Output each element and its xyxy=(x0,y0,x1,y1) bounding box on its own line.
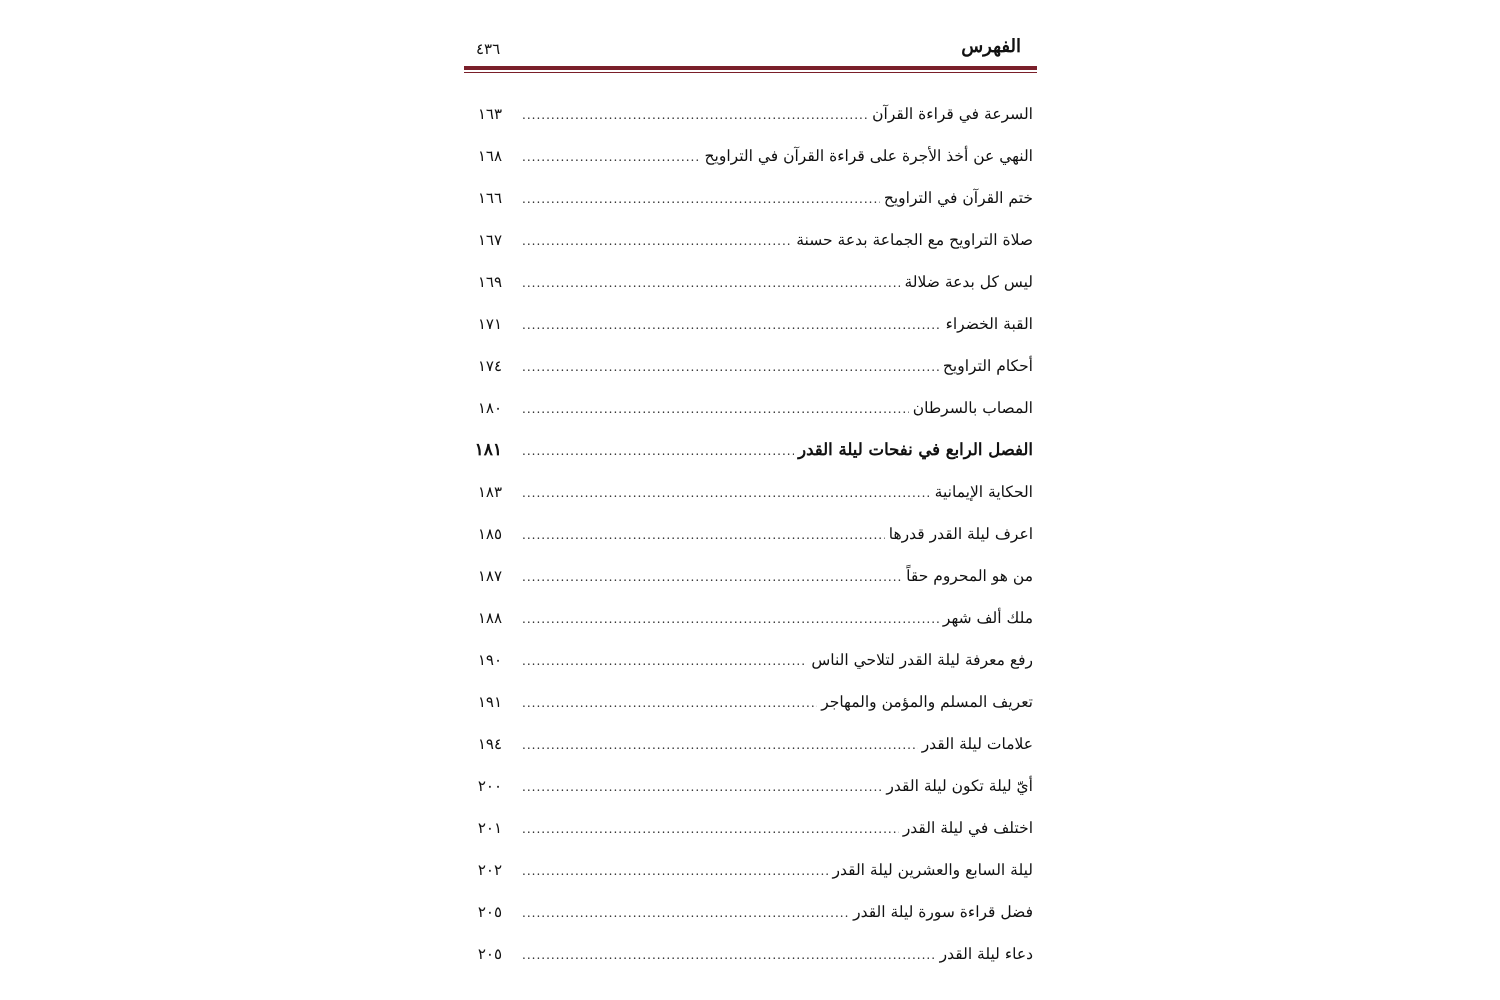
toc-entry-title: فضل قراءة سورة ليلة القدر xyxy=(853,903,1033,921)
toc-dot-leader xyxy=(522,724,918,766)
header-rule-thin xyxy=(464,72,1037,73)
toc-dot-leader xyxy=(522,430,794,472)
toc-entry-title: اختلف في ليلة القدر xyxy=(902,819,1033,837)
toc-entry xyxy=(464,555,1037,597)
page-title: الفهرس xyxy=(961,36,1021,57)
toc-dot-leader xyxy=(522,388,909,430)
toc-entry-page: ١٩١ xyxy=(477,693,502,711)
toc-entry-page: ١٦٨ xyxy=(477,147,502,165)
toc-entry-title: صلاة التراويح مع الجماعة بدعة حسنة xyxy=(796,231,1033,249)
toc-dot-leader xyxy=(522,934,936,976)
toc-dot-leader xyxy=(522,682,817,724)
toc-entry xyxy=(464,723,1037,765)
toc-entry-title: من هو المحروم حقاً xyxy=(906,567,1033,585)
toc-dot-leader xyxy=(522,136,701,178)
toc-entry-title: ملك ألف شهر xyxy=(942,609,1033,627)
toc-dot-leader xyxy=(522,766,882,808)
toc-dot-leader xyxy=(522,346,939,388)
toc-dot-leader xyxy=(522,304,942,346)
toc-entry-page: ١٦٦ xyxy=(477,189,502,207)
toc-entry xyxy=(464,135,1037,177)
header-rule-thick xyxy=(464,66,1037,70)
toc-entry xyxy=(464,639,1037,681)
toc-dot-leader xyxy=(522,514,885,556)
toc-entry-title: القبة الخضراء xyxy=(945,315,1033,333)
toc-entry-page: ٢٠٢ xyxy=(477,861,502,879)
toc-dot-leader xyxy=(522,892,849,934)
toc-entry-page: ١٨٧ xyxy=(477,567,502,585)
toc-entry-page: ١٦٩ xyxy=(477,273,502,291)
toc-entry-title: أيّ ليلة تكون ليلة القدر xyxy=(886,777,1033,795)
toc-entry-page: ١٦٧ xyxy=(477,231,502,249)
toc-dot-leader xyxy=(522,640,807,682)
toc-entry-page: ٢٠٥ xyxy=(477,945,502,963)
toc-entry xyxy=(464,93,1037,135)
toc-dot-leader xyxy=(522,178,880,220)
toc-chapter-heading xyxy=(464,429,1037,471)
toc-entry xyxy=(464,807,1037,849)
toc-entry-title: ليس كل بدعة ضلالة xyxy=(904,273,1033,291)
toc-entry-page: ١٦٣ xyxy=(477,105,502,123)
toc-entry-title: علامات ليلة القدر xyxy=(921,735,1033,753)
toc-entry-title: رفع معرفة ليلة القدر لتلاحي الناس xyxy=(811,651,1033,669)
toc-entry xyxy=(464,597,1037,639)
toc-entry xyxy=(464,219,1037,261)
toc-entry-page: ١٧٤ xyxy=(477,357,502,375)
toc-dot-leader xyxy=(522,850,828,892)
toc-entry-page: ١٩٤ xyxy=(477,735,502,753)
toc-entry-title: النهي عن أخذ الأجرة على قراءة القرآن في التراويح xyxy=(704,147,1033,165)
toc-entry-page: ١٨٣ xyxy=(477,483,502,501)
toc-entry-page: ٢٠٥ xyxy=(477,903,502,921)
toc-entry-page: ٢٠١ xyxy=(477,819,502,837)
toc-entry xyxy=(464,303,1037,345)
page-number: ٤٣٦ xyxy=(476,40,501,58)
toc-entry xyxy=(464,387,1037,429)
toc-entry-page: ١٨٥ xyxy=(477,525,502,543)
toc-entry-page: ١٨٨ xyxy=(477,609,502,627)
toc-entry xyxy=(464,177,1037,219)
toc-entry-title: أحكام التراويح xyxy=(942,357,1033,375)
toc-dot-leader xyxy=(522,472,931,514)
toc-entry xyxy=(464,765,1037,807)
toc-entry-page: ١٩٠ xyxy=(477,651,502,669)
toc-entry xyxy=(464,933,1037,975)
toc-entry-title: الحكاية الإيمانية xyxy=(934,483,1033,501)
toc-entry-page: ١٧١ xyxy=(477,315,502,333)
toc-dot-leader xyxy=(522,262,900,304)
toc-entry-title: ختم القرآن في التراويح xyxy=(883,189,1033,207)
toc-dot-leader xyxy=(522,94,868,136)
toc-entry xyxy=(464,345,1037,387)
toc-entry-title: المصاب بالسرطان xyxy=(912,399,1033,417)
toc-entry xyxy=(464,681,1037,723)
toc-entry xyxy=(464,513,1037,555)
toc-entry xyxy=(464,891,1037,933)
toc-entry xyxy=(464,471,1037,513)
toc-entry-page: ٢٠٠ xyxy=(477,777,502,795)
document-page xyxy=(464,0,1037,1000)
toc-entry-page: ١٨٠ xyxy=(477,399,502,417)
toc-entry-title: ليلة السابع والعشرين ليلة القدر xyxy=(832,861,1033,879)
toc-entry-page: ١٨١ xyxy=(474,440,502,460)
table-of-contents xyxy=(464,93,1037,975)
toc-entry-title: الفصل الرابع في نفحات ليلة القدر xyxy=(798,440,1033,459)
toc-entry xyxy=(464,849,1037,891)
toc-dot-leader xyxy=(522,808,899,850)
toc-entry-title: اعرف ليلة القدر قدرها xyxy=(888,525,1033,543)
toc-dot-leader xyxy=(522,220,792,262)
toc-entry-title: تعريف المسلم والمؤمن والمهاجر xyxy=(821,693,1033,711)
page-header xyxy=(464,30,1037,70)
toc-entry-title: دعاء ليلة القدر xyxy=(939,945,1033,963)
toc-entry-title: السرعة في قراءة القرآن xyxy=(872,105,1033,123)
toc-dot-leader xyxy=(522,598,939,640)
toc-entry xyxy=(464,261,1037,303)
toc-dot-leader xyxy=(522,556,902,598)
